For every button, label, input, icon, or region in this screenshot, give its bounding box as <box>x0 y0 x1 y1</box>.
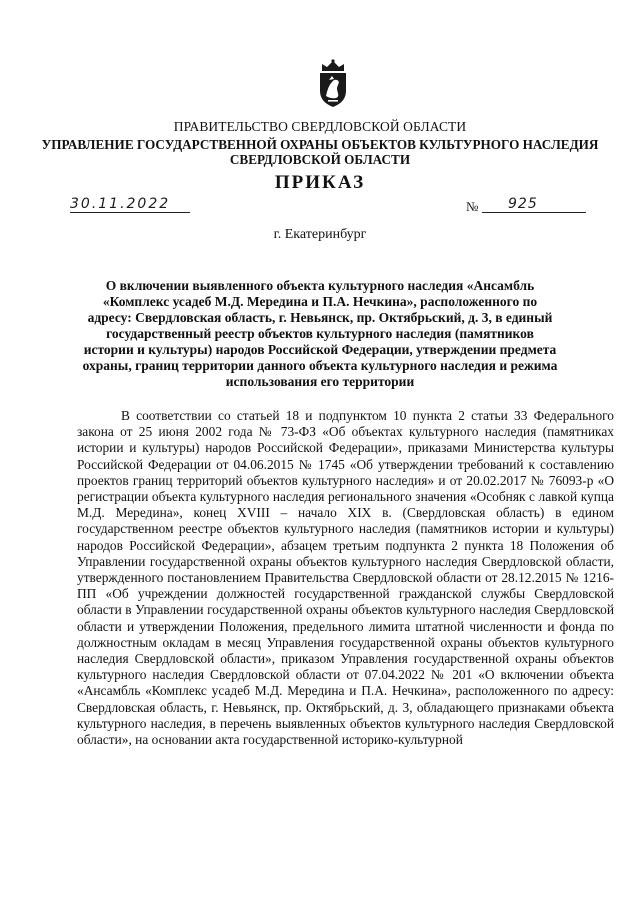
city: г. Екатеринбург <box>273 227 367 242</box>
order-date: 30.11.2022 <box>70 196 190 213</box>
body-text <box>77 408 614 748</box>
body-paragraph: В соответствии со статьей 18 и подпунктом 10 пункта 2 статьи 33 Федерального закона от 25 июня 2002 года № 73-ФЗ «Об объектах культурного наследия (памятниках истории и культуры) народов Российской Федерации», приказами Министерства культуры Российской Федерации от 04.06.2015 № 1745 «Об утверждении требований к составлению проектов границ территорий объектов культурного наследия» и от 20.02.2017 № 76093-р «О регистрации объекта культурного наследия регионального значения «Особняк с лавкой купца М.Д. Мередина», конец XVIII – начало XIX в. (Свердловская область) в едином государственном реестре объектов культурного наследия (памятников истории и культуры) народов Российской Федерации», абзацем третьим подпункта 2 пункта 18 Положения об Управлении государственной охраны объектов культурного наследия Свердловской области, утвержденного постановлением Правительства Свердловской области от 28.12.2015 № 1216-ПП «Об учреждении должностей государственной гражданской службы Свердловской области в Управлении государственной охраны объектов культурного наследия Свердловской области и утверждении Положения, предельного лимита штатной численности и фонда по должностным окладам в месяц Управления государственной охраны объектов культурного наследия Свердловской области», приказом Управления государственной охраны объектов культурного наследия Свердловской области от 07.04.2022 № 201 «О включении объекта «Ансамбль «Комплекс усадеб М.Д. Мередина и П.А. Нечкина», расположенного по адресу: Свердловская область, г. Невьянск, пр. Октябрьский, д. 3, обладающего признаками объекта культурного наследия, в перечень выявленных объектов культурного наследия Свердловской области», на основании акта государственной историко-культурной <box>77 408 614 748</box>
coat-of-arms-icon <box>316 58 350 108</box>
government-name: ПРАВИТЕЛЬСТВО СВЕРДЛОВСКОЙ ОБЛАСТИ <box>173 119 467 134</box>
department-name: УПРАВЛЕНИЕ ГОСУДАРСТВЕННОЙ ОХРАНЫ ОБЪЕКТОВ КУЛЬТУРНОГО НАСЛЕДИЯ СВЕРДЛОВСКОЙ ОБЛАСТИ <box>41 137 599 167</box>
document-type: ПРИКАЗ <box>274 172 366 193</box>
order-number: 925 <box>482 196 586 213</box>
number-sign: № <box>466 199 479 214</box>
order-title: О включении выявленного объекта культурного наследия «Ансамбль «Комплекс усадеб М.Д. Мередина и П.А. Нечкина», расположенного по адресу: Свердловская область, г. Невьянск, пр. Октябрьский, д. 3, в единый государственный реестр объектов культурного наследия (памятников истории и культуры) народов Российской Федерации, утверждении предмета охраны, границ территории данного объекта культурного наследия и режима использования его территории <box>82 278 558 389</box>
